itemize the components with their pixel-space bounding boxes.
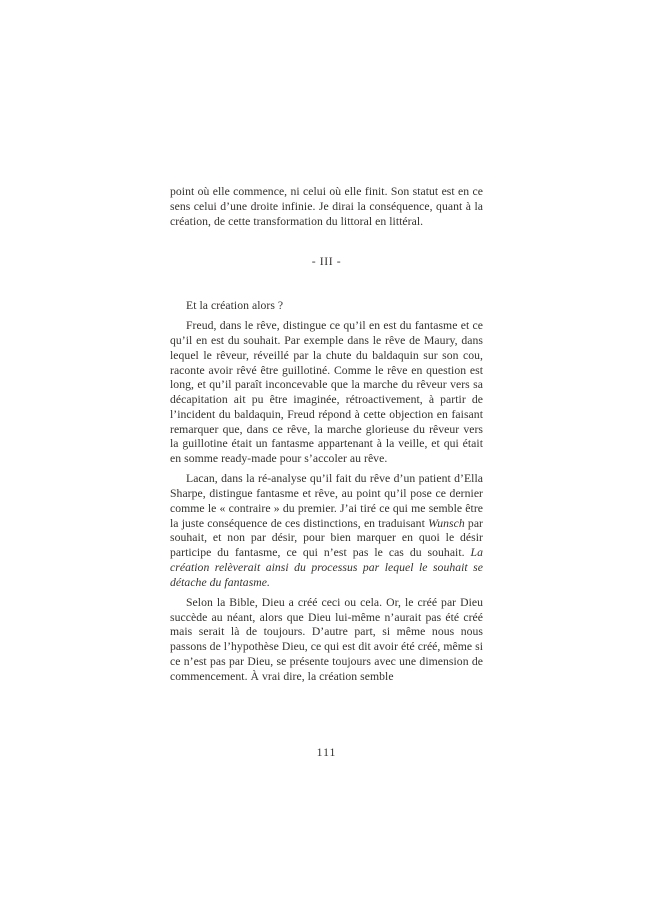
section-heading: - III - (311, 255, 342, 269)
text-segment: Lacan, dans la ré-analyse qu’il fait du rêve d’un patient d’Ella Sharpe, distingue fantasme et rêve, au point qu’il pose ce dernier comme le « contraire » du premier. J’ai tiré ce qui me semble être la juste conséquence de ces distinctions, en traduisant (170, 472, 483, 530)
paragraph-continuation: point où elle commence, ni celui où elle finit. Son statut est en ce sens celui d’une droite infinie. Je dirai la conséquence, quant à la création, de cette transformation du littoral en littéral. (170, 185, 483, 228)
text-block (170, 185, 483, 690)
italic-term-wunsch: Wunsch (428, 516, 465, 530)
paragraph-lacan-reanalysis (170, 472, 483, 590)
text-segment: par souhait, et non par désir, pour bien marquer en quoi le désir participe du fantasme, ce qui n’est pas le cas du souhait. (170, 516, 484, 559)
page-number: 111 (316, 746, 337, 759)
paragraph-bible-creation: Selon la Bible, Dieu a créé ceci ou cela. Or, le créé par Dieu succède au néant, alors que Dieu lui-même n’aurait pas été créé mais serait là de toujours. D’autre part, si même nous nous passons de l’hypothèse Dieu, ce qui est dit avoir été créé, même si ce n’est pas par Dieu, se présente toujours avec une dimension de commencement. À vrai dire, la création semble (170, 595, 483, 683)
paragraph-question: Et la création alors ? (186, 299, 284, 312)
italic-thesis-sentence: La création relèverait ainsi du processus par lequel le souhait se détache du fantasme. (170, 546, 483, 589)
paragraph-freud-dream: Freud, dans le rêve, distingue ce qu’il en est du fantasme et ce qu’il en est du souhait. Par exemple dans le rêve de Maury, dans lequel le rêveur, réveillé par la chute du baldaquin sur son cou, raconte avoir rêvé être guillotiné. Comme le rêve en question est long, et qu’il paraît inconcevable que la marche du rêveur vers sa décapitation ait pu être imaginée, rétroactivement, à partir de l’incident du baldaquin, Freud répond à cette objection en faisant remarquer que, dans ce rêve, la marche glorieuse du rêveur vers la guillotine était un fantasme appartenant à la veille, et qui était en somme ready-made pour s’accoler au rêve. (170, 319, 483, 465)
